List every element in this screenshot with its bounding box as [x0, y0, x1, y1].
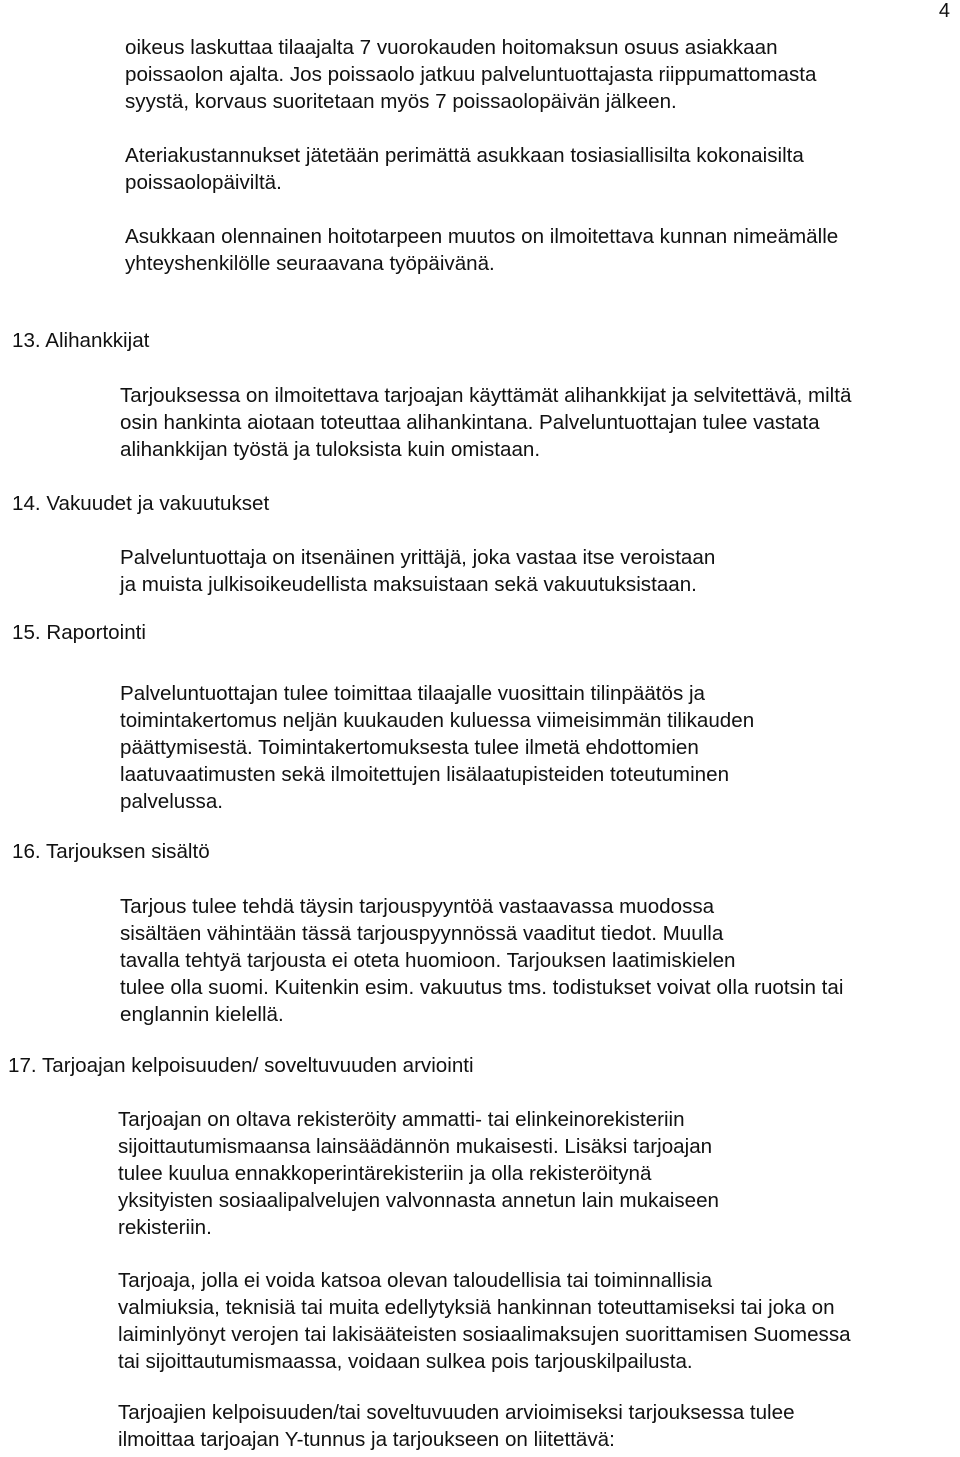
text-line: Tarjoaja, jolla ei voida katsoa olevan taloudellisia tai toiminnallisia: [118, 1269, 713, 1292]
section-heading-17: 17. Tarjoajan kelpoisuuden/ soveltuvuuden arviointi: [8, 1054, 474, 1077]
paragraph-reporting: [120, 680, 754, 815]
section-heading-16: 16. Tarjouksen sisältö: [12, 840, 210, 863]
text-line: osin hankinta aiotaan toteuttaa alihankintana. Palveluntuottajan tulee vastata: [120, 411, 820, 434]
text-line: ilmoittaa tarjoajan Y-tunnus ja tarjoukseen on liitettävä:: [118, 1428, 615, 1451]
text-line: yksityisten sosiaalipalvelujen valvonnasta annetun lain mukaiseen: [118, 1189, 720, 1212]
text-line: Tarjous tulee tehdä täysin tarjouspyyntöä vastaavassa muodossa: [120, 895, 715, 918]
text-line: tulee kuulua ennakkoperintärekisteriin ja olla rekisteröitynä: [118, 1162, 652, 1185]
text-line: ja muista julkisoikeudellista maksuistaan sekä vakuutuksistaan.: [120, 573, 697, 596]
paragraph-care-needs: [125, 223, 838, 277]
text-line: sisältäen vähintään tässä tarjouspyynnössä vaaditut tiedot. Muulla: [120, 922, 724, 945]
text-line: syystä, korvaus suoritetaan myös 7 poissaolopäivän jälkeen.: [125, 90, 677, 113]
paragraph-exclusion: [118, 1267, 851, 1375]
text-line: poissaolopäiviltä.: [125, 171, 282, 194]
text-line: Palveluntuottaja on itsenäinen yrittäjä, joka vastaa itse veroistaan: [120, 546, 716, 569]
paragraph-absence-billing: [125, 34, 816, 115]
text-line: toimintakertomus neljän kuukauden kuluessa viimeisimmän tilikauden: [120, 709, 755, 732]
text-line: oikeus laskuttaa tilaajalta 7 vuorokauden hoitomaksun osuus asiakkaan: [125, 36, 778, 59]
paragraph-tender-content: [120, 893, 843, 1028]
paragraph-registration: [118, 1106, 719, 1241]
text-line: sijoittautumismaansa lainsäädännön mukaisesti. Lisäksi tarjoajan: [118, 1135, 713, 1158]
text-line: tai sijoittautumismaassa, voidaan sulkea pois tarjouskilpailusta.: [118, 1350, 693, 1373]
paragraph-meal-costs: [125, 142, 804, 196]
text-line: rekisteriin.: [118, 1216, 212, 1239]
section-heading-14: 14. Vakuudet ja vakuutukset: [12, 492, 270, 515]
section-heading-13: 13. Alihankkijat: [12, 329, 150, 352]
text-line: laatuvaatimusten sekä ilmoitettujen lisälaatupisteiden toteutuminen: [120, 763, 730, 786]
page-number: 4: [938, 0, 950, 22]
text-line: Tarjouksessa on ilmoitettava tarjoajan käyttämät alihankkijat ja selvitettävä, miltä: [120, 384, 852, 407]
text-line: Tarjoajan on oltava rekisteröity ammatti- tai elinkeinorekisteriin: [118, 1108, 685, 1131]
text-line: englannin kielellä.: [120, 1003, 284, 1026]
text-line: Tarjoajien kelpoisuuden/tai soveltuvuuden arvioimiseksi tarjouksessa tulee: [118, 1401, 795, 1424]
text-line: päättymisestä. Toimintakertomuksesta tulee ilmetä ehdottomien: [120, 736, 699, 759]
text-line: Asukkaan olennainen hoitotarpeen muutos on ilmoitettava kunnan nimeämälle: [125, 225, 839, 248]
section-heading-15: 15. Raportointi: [12, 621, 146, 644]
text-line: tavalla tehtyä tarjousta ei oteta huomioon. Tarjouksen laatimiskielen: [120, 949, 736, 972]
text-line: laiminlyönyt verojen tai lakisääteisten sosiaalimaksujen suorittamisen Suomessa: [118, 1323, 851, 1346]
paragraph-insurance: [120, 544, 715, 598]
text-line: tulee olla suomi. Kuitenkin esim. vakuutus tms. todistukset voivat olla ruotsin tai: [120, 976, 844, 999]
text-line: valmiuksia, teknisiä tai muita edellytyksiä hankinnan toteuttamiseksi tai joka on: [118, 1296, 835, 1319]
paragraph-subcontractors: [120, 382, 851, 463]
paragraph-eligibility-documents: [118, 1399, 795, 1453]
text-line: Ateriakustannukset jätetään perimättä asukkaan tosiasiallisilta kokonaisilta: [125, 144, 804, 167]
text-line: alihankkijan työstä ja tuloksista kuin omistaan.: [120, 438, 541, 461]
text-line: yhteyshenkilölle seuraavana työpäivänä.: [125, 252, 495, 275]
text-line: Palveluntuottajan tulee toimittaa tilaajalle vuosittain tilinpäätös ja: [120, 682, 705, 705]
text-line: palvelussa.: [120, 790, 224, 813]
text-line: poissaolon ajalta. Jos poissaolo jatkuu palveluntuottajasta riippumattomasta: [125, 63, 817, 86]
